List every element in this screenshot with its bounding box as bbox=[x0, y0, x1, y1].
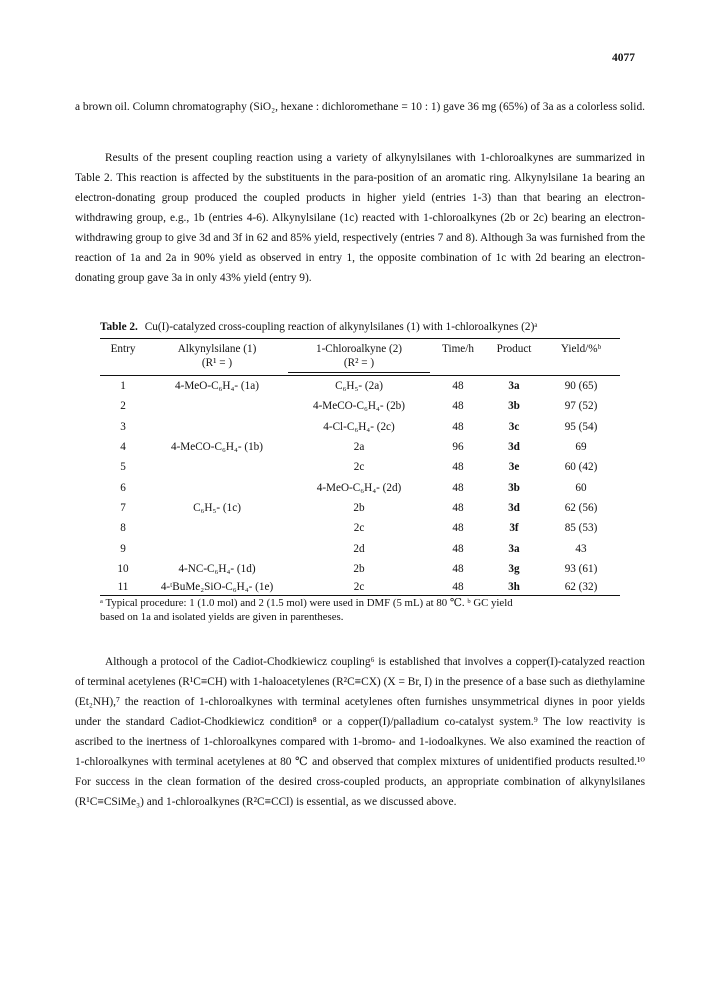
cell-alkynylsilane: C₆H₅- (1c) bbox=[193, 501, 241, 514]
header-entry: Entry bbox=[100, 339, 146, 357]
cell-chloroalkyne: 2d bbox=[353, 542, 365, 555]
cell-alkynylsilane bbox=[146, 417, 288, 437]
cell-product: 3a bbox=[508, 380, 520, 393]
paragraph-experimental-end: a brown oil. Column chromatography (SiO₂, hexane : dichloromethane = 10 : 1) gave 36 mg (65%) of 3a as a colorless solid. bbox=[75, 101, 645, 113]
cell-alkynylsilane bbox=[146, 457, 288, 477]
cell-yield: 43 bbox=[575, 542, 587, 555]
table-row bbox=[100, 538, 620, 558]
cell-time: 48 bbox=[452, 380, 464, 393]
header-alkynylsilane: Alkynylsilane (1) bbox=[146, 339, 288, 357]
cell-time: 48 bbox=[452, 461, 464, 474]
cell-product: 3g bbox=[508, 562, 520, 575]
results-table bbox=[100, 338, 620, 596]
cell-time: 48 bbox=[430, 579, 486, 596]
cell-alkynylsilane bbox=[146, 538, 288, 558]
table-row bbox=[100, 498, 620, 518]
cell-time: 48 bbox=[452, 562, 464, 575]
cell-entry: 10 bbox=[117, 562, 129, 575]
cell-entry: 6 bbox=[120, 481, 126, 494]
table-row bbox=[100, 396, 620, 416]
table-subheader-row bbox=[100, 356, 620, 373]
cell-entry: 7 bbox=[120, 501, 126, 514]
cell-time: 48 bbox=[452, 420, 464, 433]
cell-product: 3f bbox=[509, 522, 519, 535]
cell-yield: 85 (53) bbox=[564, 522, 598, 535]
cell-chloroalkyne: 2a bbox=[353, 441, 365, 454]
cell-product: 3b bbox=[508, 481, 520, 494]
subheader-r2: (R² = ) bbox=[288, 356, 430, 373]
cell-chloroalkyne: 2c bbox=[288, 579, 430, 596]
subheader-r1: (R¹ = ) bbox=[201, 357, 233, 370]
cell-entry: 11 bbox=[100, 579, 146, 596]
cell-entry: 3 bbox=[120, 420, 126, 433]
header-product: Product bbox=[486, 339, 542, 357]
cell-yield: 62 (32) bbox=[542, 579, 620, 596]
cell-product: 3d bbox=[508, 441, 520, 454]
cell-time: 48 bbox=[452, 400, 464, 413]
cell-yield: 93 (61) bbox=[564, 562, 598, 575]
table-body bbox=[100, 376, 620, 596]
cell-chloroalkyne: 2b bbox=[353, 501, 365, 514]
cell-alkynylsilane: 4-MeCO-C₆H₄- (1b) bbox=[170, 441, 263, 454]
table-header-row bbox=[100, 339, 620, 357]
cell-time: 48 bbox=[452, 501, 464, 514]
header-chloroalkyne: 1-Chloroalkyne (2) bbox=[288, 339, 430, 357]
cell-entry: 2 bbox=[120, 400, 126, 413]
cell-time: 96 bbox=[452, 441, 464, 454]
cell-yield: 60 (42) bbox=[564, 461, 598, 474]
cell-product: 3d bbox=[508, 501, 520, 514]
table-row bbox=[100, 559, 620, 579]
cell-time: 48 bbox=[452, 522, 464, 535]
header-yield: Yield/%ᵇ bbox=[542, 339, 620, 357]
cell-alkynylsilane bbox=[146, 518, 288, 538]
table-row bbox=[100, 579, 620, 596]
page-number: 4077 bbox=[612, 52, 635, 64]
header-time: Time/h bbox=[430, 339, 486, 357]
cell-time: 48 bbox=[452, 542, 464, 555]
table-footnote-2: based on 1a and isolated yields are given in parentheses. bbox=[100, 610, 344, 623]
table-row bbox=[100, 457, 620, 477]
cell-alkynylsilane: 4-NC-C₆H₄- (1d) bbox=[178, 562, 256, 575]
cell-alkynylsilane: 4-MeO-C₆H₄- (1a) bbox=[175, 380, 259, 393]
cell-yield: 62 (56) bbox=[564, 501, 598, 514]
cell-chloroalkyne: 2b bbox=[353, 562, 365, 575]
table-row bbox=[100, 477, 620, 497]
table-row bbox=[100, 437, 620, 457]
cell-product: 3a bbox=[508, 542, 520, 555]
cell-product: 3c bbox=[508, 420, 520, 433]
table-row bbox=[100, 417, 620, 437]
cell-yield: 95 (54) bbox=[564, 420, 598, 433]
cell-entry: 8 bbox=[120, 522, 126, 535]
cell-product: 3b bbox=[508, 400, 520, 413]
cell-yield: 60 bbox=[575, 481, 587, 494]
cell-entry: 9 bbox=[120, 542, 126, 555]
cell-alkynylsilane: 4-ᵗBuMe₂SiO-C₆H₄- (1e) bbox=[146, 579, 288, 596]
cell-entry: 4 bbox=[120, 441, 126, 454]
cell-chloroalkyne: 4-MeCO-C₆H₄- (2b) bbox=[312, 400, 405, 413]
cell-entry: 1 bbox=[120, 380, 126, 393]
table-row bbox=[100, 518, 620, 538]
paragraph-results: Results of the present coupling reaction using a variety of alkynylsilanes with 1-chloroalkynes are summarized in Table 2. This reaction is affected by the substituents in the para-position of an aromatic ring. Alkynylsilane 1a bearing an electron-donating group produced the coupled products in higher yield (entries 1-3) than that bearing an electron-withdrawing group, e.g., 1b (entries 4-6). Alkynylsilane (1c) reacted with 1-chloroalkynes (2b or 2c) bearing an electron-withdrawing group to give 3d and 3f in 62 and 85% yield, respectively (entries 7 and 8). Although 3a was furnished from the reaction of 1a and 2a in 90% yield as observed in entry 1, the opposite combination of 1c with 2d bearing an electron-donating group gave 3a in only 43% yield (entry 9). bbox=[75, 152, 645, 284]
cell-alkynylsilane bbox=[146, 396, 288, 416]
cell-chloroalkyne: 4-MeO-C₆H₄- (2d) bbox=[316, 481, 402, 494]
table-title: Cu(I)-catalyzed cross-coupling reaction of alkynylsilanes (1) with 1-chloroalkynes (2)ᵃ bbox=[144, 321, 538, 333]
paragraph-discussion: Although a protocol of the Cadiot-Chodkiewicz coupling⁶ is established that involves a copper(I)-catalyzed reaction of terminal acetylenes (R¹C≡CH) with 1-haloacetylenes (R²C≡CX) (X = Br, I) in the presence of a base such as diethylamine (Et₂NH),⁷ the reaction of 1-chloroalkynes with terminal acetylenes often furnishes unsymmetrical diynes in poor yields under the standard Cadiot-Chodkiewicz condition⁸ or a copper(I)/palladium co-catalyst system.⁹ The low reactivity is ascribed to the inertness of 1-chloroalkynes compared with 1-bromo- and 1-iodoalkynes. We also examined the reaction of 1-chloroalkynes with terminal acetylenes at 80 ℃ and observed that complex mixtures of unidentified products resulted.¹⁰ For success in the clean formation of the desired cross-coupled products, an appropriate combination of alkynylsilanes (R¹C≡CSiMe₃) and 1-chloroalkynes (R²C≡CCl) is essential, as we discussed above. bbox=[75, 656, 645, 808]
table-caption bbox=[100, 321, 620, 333]
table-footnote-1: ᵃ Typical procedure: 1 (1.0 mol) and 2 (1.5 mol) were used in DMF (5 mL) at 80 ℃. ᵇ GC yield bbox=[100, 596, 513, 609]
cell-yield: 90 (65) bbox=[564, 380, 598, 393]
cell-product: 3e bbox=[508, 461, 520, 474]
cell-chloroalkyne: C₆H₅- (2a) bbox=[335, 380, 383, 393]
cell-entry: 5 bbox=[120, 461, 126, 474]
cell-yield: 97 (52) bbox=[564, 400, 598, 413]
table-2 bbox=[100, 321, 620, 624]
cell-chloroalkyne: 2c bbox=[353, 461, 365, 474]
cell-chloroalkyne: 2c bbox=[353, 522, 365, 535]
cell-product: 3h bbox=[486, 579, 542, 596]
table-row bbox=[100, 376, 620, 397]
cell-time: 48 bbox=[452, 481, 464, 494]
cell-yield: 69 bbox=[575, 441, 587, 454]
cell-chloroalkyne: 4-Cl-C₆H₄- (2c) bbox=[323, 420, 395, 433]
cell-alkynylsilane bbox=[146, 477, 288, 497]
table-label: Table 2. bbox=[100, 321, 138, 333]
